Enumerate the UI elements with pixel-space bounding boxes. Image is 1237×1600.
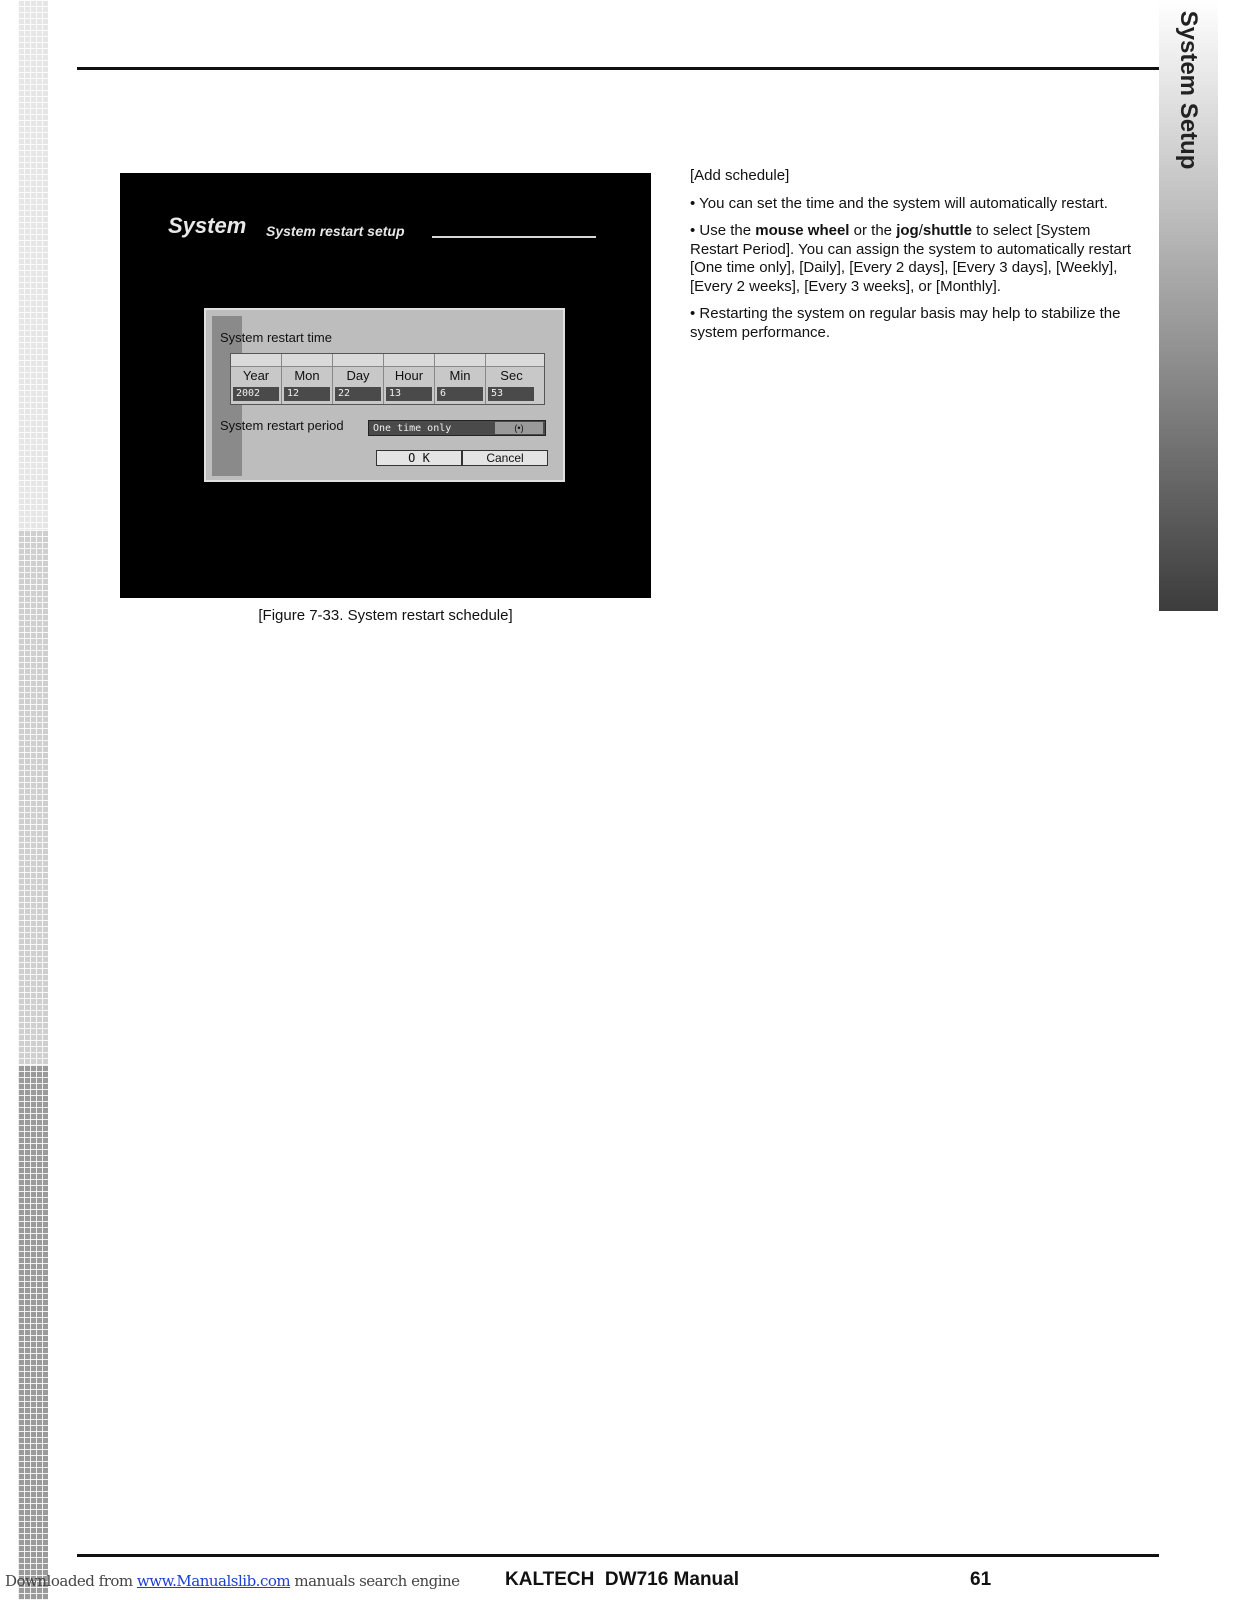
bullet2-bold-jog: jog <box>896 222 919 239</box>
year-header: Year <box>242 368 270 383</box>
minute-header: Min <box>449 368 471 383</box>
section-heading: [Add schedule] <box>690 167 790 184</box>
restart-time-label: System restart time <box>220 330 332 345</box>
second-column <box>486 354 537 404</box>
hour-header: Hour <box>394 368 424 383</box>
year-column <box>231 354 282 404</box>
figure-screenshot <box>120 173 651 598</box>
restart-period-label: System restart period <box>220 418 344 433</box>
day-column <box>333 354 384 404</box>
restart-period-value: One time only <box>373 423 452 434</box>
footer-brand: KALTECH DW716 Manual <box>505 1569 740 1590</box>
year-field[interactable]: 2002 <box>233 387 279 401</box>
grid-band-light <box>18 0 48 530</box>
month-field[interactable]: 12 <box>284 387 330 401</box>
bullet2-bold-shuttle: shuttle <box>922 222 973 239</box>
second-field[interactable]: 53 <box>488 387 534 401</box>
month-header: Mon <box>294 368 320 383</box>
header-rule <box>77 67 1159 70</box>
bullet2-text-1: • Use the <box>690 222 756 239</box>
restart-dialog <box>204 308 565 482</box>
cancel-button[interactable]: Cancel <box>462 450 548 466</box>
minute-column <box>435 354 486 404</box>
second-header: Sec <box>500 368 523 383</box>
grid-band-dark <box>18 1065 48 1600</box>
bullet-stability: • Restarting the system on regular basis may help to stabilize the system performance. <box>690 305 1121 341</box>
hour-field[interactable]: 13 <box>386 387 432 401</box>
minute-field[interactable]: 6 <box>437 387 483 401</box>
screen-title: System <box>168 213 247 238</box>
screen-subtitle: System restart setup <box>266 223 405 239</box>
footer-rule <box>77 1554 1159 1557</box>
decorative-grid-strip <box>18 0 48 1600</box>
screen-title-underline <box>432 236 596 238</box>
manualslib-link[interactable]: www.Manualslib.com <box>136 1572 291 1590</box>
restart-period-select[interactable] <box>368 420 546 436</box>
dropdown-icon[interactable]: (•) <box>495 422 543 434</box>
section-tab-label: System Setup <box>1175 10 1202 170</box>
bullet2-text-3: / <box>918 222 923 239</box>
day-field[interactable]: 22 <box>335 387 381 401</box>
hour-column <box>384 354 435 404</box>
figure-caption: [Figure 7-33. System restart schedule] <box>258 607 513 624</box>
day-header: Day <box>346 368 370 383</box>
bullet-restart-info: • You can set the time and the system will automatically restart. <box>690 194 1108 212</box>
restart-time-table <box>230 353 545 405</box>
page-number: 61 <box>970 1569 992 1590</box>
download-notice <box>5 1572 460 1590</box>
bullet2-text-2: or the <box>849 222 897 239</box>
download-prefix: Downloaded from <box>5 1572 137 1590</box>
bullet2-text-4: to select [System Restart Period]. You can assign the system to automatically restart [One time only], [Daily], [Every 2 days], [Every 3 days], [Weekly], [Every 2 weeks], [Every 3 weeks], or [Monthly]. <box>690 222 1132 295</box>
body-text <box>690 167 1135 351</box>
ok-button[interactable]: O K <box>376 450 462 466</box>
bullet-select-period <box>690 222 1135 296</box>
grid-band-medium <box>18 530 48 1065</box>
bullet2-bold-mouse-wheel: mouse wheel <box>755 222 850 239</box>
download-suffix: manuals search engine <box>290 1572 460 1590</box>
month-column <box>282 354 333 404</box>
